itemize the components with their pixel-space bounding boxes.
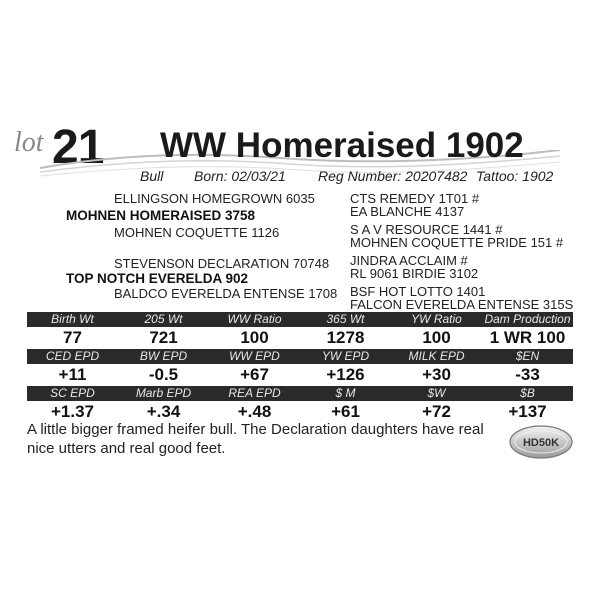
header-cell: CED EPD (27, 349, 118, 364)
lot-number: 21 (52, 121, 104, 174)
header-cell: 365 Wt (300, 312, 391, 327)
pedigree-dam-dam: BALDCO EVERELDA ENTENSE 1708 (114, 286, 338, 301)
header-cell: $EN (482, 349, 573, 364)
header-cell: SC EPD (27, 386, 118, 401)
header-cell: MILK EPD (391, 349, 482, 364)
value-cell: +72 (391, 401, 482, 423)
header-cell: $W (391, 386, 482, 401)
header-cell: $ M (300, 386, 391, 401)
header-cell: YW EPD (300, 349, 391, 364)
birth-date: Born: 02/03/21 (194, 168, 286, 184)
value-cell: -33 (482, 364, 573, 386)
header-cell: WW Ratio (209, 312, 300, 327)
value-cell: +137 (482, 401, 573, 423)
value-cell: +61 (300, 401, 391, 423)
header-cell: REA EPD (209, 386, 300, 401)
value-cell: 100 (391, 327, 482, 349)
header-cell: YW Ratio (391, 312, 482, 327)
lot-label: lot (14, 127, 44, 158)
value-cell: 1278 (300, 327, 391, 349)
value-cell: +.34 (118, 401, 209, 423)
pedigree-sire: MOHNEN HOMERAISED 3758 (66, 208, 256, 223)
tattoo: Tattoo: 1902 (476, 168, 554, 184)
value-cell: 100 (209, 327, 300, 349)
pedigree-sire-dam: MOHNEN COQUETTE 1126 (114, 225, 280, 240)
hd50k-logo (508, 424, 574, 460)
lot-comment: A little bigger framed heifer bull. The Declaration daughters have real nice utters and real good feet. (27, 421, 484, 457)
pedigree-sire-sire: ELLINGSON HOMEGROWN 6035 (114, 191, 315, 206)
pedigree-ds-dam: RL 9061 BIRDIE 3102 (350, 266, 479, 281)
value-cell: 721 (118, 327, 209, 349)
header-cell: BW EPD (118, 349, 209, 364)
value-cell: -0.5 (118, 364, 209, 386)
pedigree-ss-sire: CTS REMEDY 1T01 # (350, 191, 480, 206)
table-header-row (27, 386, 573, 401)
header-cell: 205 Wt (118, 312, 209, 327)
animal-type: Bull (140, 168, 164, 184)
header-cell: Marb EPD (118, 386, 209, 401)
logo-text: HD50K (522, 437, 560, 449)
table-value-row (27, 364, 573, 386)
header-cell: Dam Production (482, 312, 573, 327)
pedigree-dam-sire: STEVENSON DECLARATION 70748 (114, 256, 330, 271)
value-cell: +.48 (209, 401, 300, 423)
header-cell: WW EPD (209, 349, 300, 364)
pedigree-sd-dam: MOHNEN COQUETTE PRIDE 151 # (350, 235, 564, 250)
pedigree-dd-dam: FALCON EVERELDA ENTENSE 315S (350, 297, 574, 312)
pedigree-ds-sire: JINDRA ACCLAIM # (350, 253, 468, 268)
pedigree-dam: TOP NOTCH EVERELDA 902 (66, 271, 249, 286)
value-cell: +67 (209, 364, 300, 386)
pedigree-ss-dam: EA BLANCHE 4137 (350, 204, 465, 219)
pedigree-sd-sire: S A V RESOURCE 1441 # (350, 222, 503, 237)
header-cell: Birth Wt (27, 312, 118, 327)
table-header-row (27, 349, 573, 364)
pedigree-dd-sire: BSF HOT LOTTO 1401 (350, 284, 486, 299)
performance-epd-table (27, 312, 573, 423)
value-cell: +1.37 (27, 401, 118, 423)
animal-name: WW Homeraised 1902 (160, 126, 524, 165)
header-cell: $B (482, 386, 573, 401)
value-cell: +11 (27, 364, 118, 386)
value-cell: +126 (300, 364, 391, 386)
value-cell: +30 (391, 364, 482, 386)
table-value-row (27, 327, 573, 349)
registration-number: Reg Number: 20207482 (318, 168, 468, 184)
value-cell: 77 (27, 327, 118, 349)
table-header-row (27, 312, 573, 327)
value-cell: 1 WR 100 (482, 327, 573, 349)
